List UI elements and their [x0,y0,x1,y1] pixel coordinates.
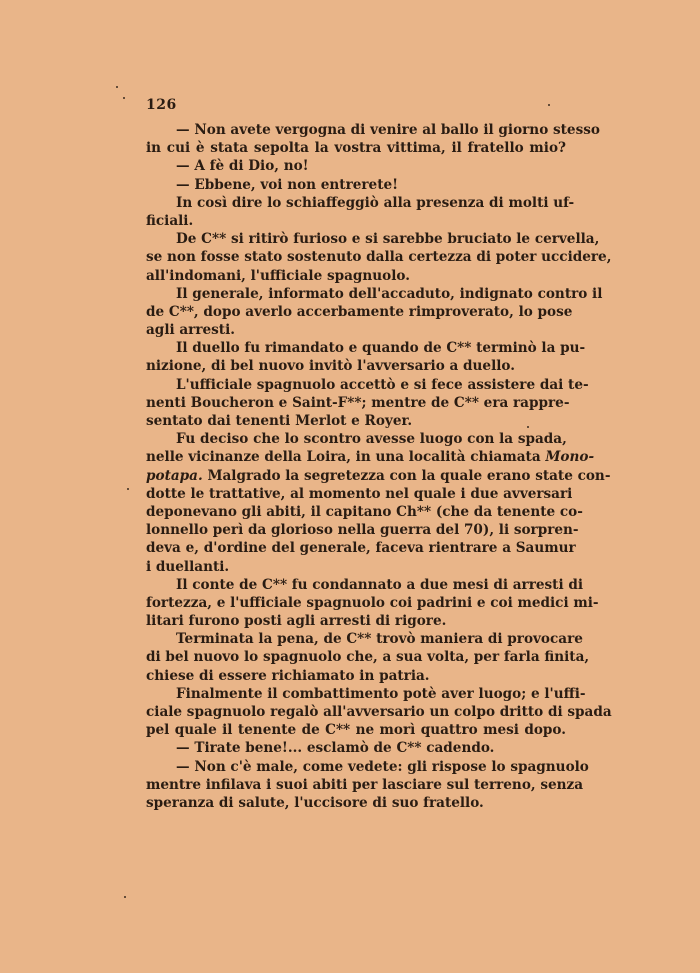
text-line: de C**, dopo averlo accerbamente rimproverato, lo pose [146,303,573,320]
text-line: Il duello fu rimandato e quando de C** terminò la pu- [176,340,586,357]
text-line: — Non c'è male, come vedete: gli rispose lo spagnuolo [176,758,589,775]
paper-speck [116,86,118,88]
text-line: in cui è stata sepolta la vostra vittima, il fratello mio? [146,140,566,157]
text-line: — Non avete vergogna di venire al ballo il giorno stesso [176,122,600,138]
page-number: 126 [146,97,177,113]
text-line: i duellanti. [146,558,230,575]
text-line: chiese di essere richiamato in patria. [146,667,430,684]
italic-place-name: potapa. [146,467,203,484]
text-line: fortezza, e l'ufficiale spagnuolo coi padrini e coi medici mi- [146,594,599,611]
paper-speck [127,488,129,490]
text-line: speranza di salute, l'uccisore di suo fratello. [146,794,484,811]
text-span: nelle vicinanze della Loira, in una località chiamata [146,449,546,466]
text-line: — Tirate bene!... esclamò de C** cadendo. [176,740,495,757]
text-line: Il generale, informato dell'accaduto, indignato contro il [176,285,603,302]
text-span: Malgrado la segretezza con la quale erano state con- [202,467,611,484]
text-line: Il conte de C** fu condannato a due mesi di arresti di [176,576,584,593]
text-line: mentre infilava i suoi abiti per lasciare sul terreno, senza [146,776,584,793]
text-line: deponevano gli abiti, il capitano Ch** (che da tenente co- [146,503,583,520]
text-line: — Ebbene, voi non entrerete! [176,176,399,193]
text-line: Terminata la pena, de C** trovò maniera di provocare [176,631,583,648]
text-line: deva e, d'ordine del generale, faceva rientrare a Saumur [146,540,576,557]
text-line [146,467,611,485]
text-line: nenti Boucheron e Saint-F**; mentre de C** era rappre- [146,394,570,411]
paper-speck [123,97,125,99]
italic-place-name: Mono- [545,449,595,466]
text-line: litari furono posti agli arresti di rigore. [146,613,447,630]
text-line: nizione, di bel nuovo invitò l'avversario a duello. [146,358,515,375]
text-line: sentato dai tenenti Merlot e Royer. [146,413,413,429]
text-line [146,448,595,466]
text-line: dotte le trattative, al momento nel quale i due avversari [146,485,573,502]
text-line: ciale spagnuolo regalò all'avversario un colpo dritto di spada [146,704,612,720]
text-line: di bel nuovo lo spagnuolo che, a sua volta, per farla finita, [146,649,590,666]
text-line: se non fosse stato sostenuto dalla certezza di poter uccidere, [146,249,612,266]
paper-speck [527,426,529,428]
text-line: Finalmente il combattimento potè aver luogo; e l'uffi- [176,685,586,702]
text-line: all'indomani, l'ufficiale spagnuolo. [146,267,410,284]
paper-speck [124,896,126,898]
text-line: lonnello perì da glorioso nella guerra del 70), li sorpren- [146,522,579,539]
text-line: In così dire lo schiaffeggiò alla presenza di molti uf- [176,194,575,211]
paper-speck [548,104,550,106]
text-line: ficiali. [146,212,194,229]
text-line: De C** si ritirò furioso e si sarebbe bruciato le cervella, [176,231,600,248]
body-text [146,121,612,812]
text-line: L'ufficiale spagnuolo accettò e si fece assistere dai te- [176,376,589,393]
text-line: agli arresti. [146,322,235,339]
text-line: pel quale il tenente de C** ne morì quattro mesi dopo. [146,722,566,739]
text-line: — A fè di Dio, no! [176,158,309,175]
text-line: Fu deciso che lo scontro avesse luogo con la spada, [176,431,567,448]
